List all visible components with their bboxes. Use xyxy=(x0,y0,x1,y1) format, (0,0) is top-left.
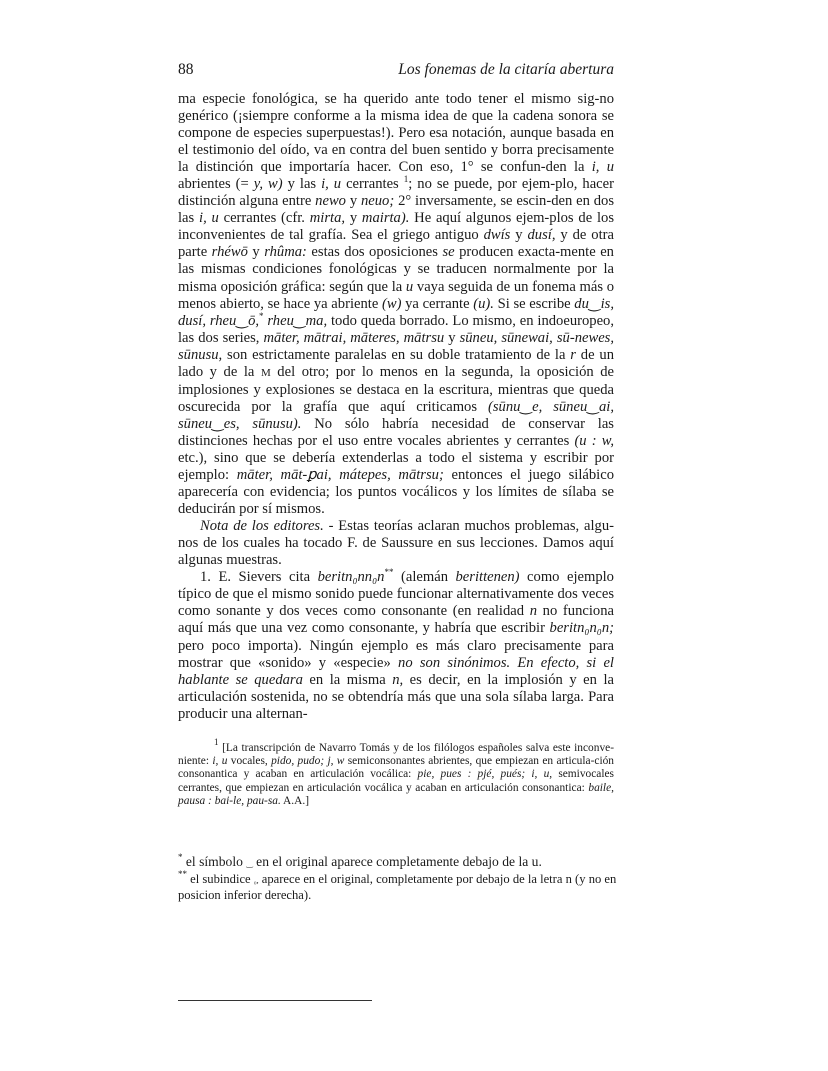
translator-note-2: ** el subindice ₀, aparece en el original, completamente por debajo de la letra n (y no en posicion inferior derecha). xyxy=(178,868,617,902)
footnote-ref-1[interactable]: 1 xyxy=(403,174,409,185)
body-text xyxy=(178,91,614,723)
translator-notes xyxy=(178,854,618,903)
editors-note-label: Nota de los editores. xyxy=(200,518,324,535)
footnote-1: $^1$ [La transcripción de Navarro Tomás y de los filólogos españoles salva este inconve-niente: i, u vocales, pido, pudo; j, w semiconsonantes abrientes, que empiezan en articula-ción consonantica y acaban en articulación vocálica: pie, pues : pjé, pués; i, u, semivocales cerrantes, que empiezan en articulación vocálica y acaban en articulación consonantica: baile, pausa : bai-le, pau-sa. A.A.] xyxy=(178,737,614,807)
page-number: 88 xyxy=(178,61,194,78)
running-head xyxy=(178,61,614,79)
running-title: Los fonemas de la citaría abertura xyxy=(398,61,614,78)
paragraph-editors-note: Nota de los editores. - Estas teorías aclaran muchos problemas, algu-nos de los cuales ha tocado F. de Saussure en sus lecciones. Damos aquí algunas muestras. xyxy=(178,518,614,569)
note-ref-star[interactable]: * xyxy=(259,310,264,321)
footnote-marker: 1 xyxy=(214,737,219,747)
tie-symbol: ‿ xyxy=(246,859,253,868)
paragraph-1: ma especie fonológica, se ha querido ante todo tener el mismo sig-no genérico (¡siempre conforme a la misma idea de que la cadena sonora se compone de especies superpuestas!). Pero esa notación, aunque basada en el testimonio del oído, va en contra del buen sentido y borra precisamente la distinción que importaría hacer. Con eso, 1° se confun-den la i, u abrientes (= y, w) y las i, u cerrantes $^1$; no se puede, por ejem-plo, hacer distinción alguna entre newo y neuo; 2° inversamente, se escin-den en dos las i, u cerrantes (cfr. mirta, y mairta). He aquí algunos ejem-plos de los inconvenientes de tal grafía. Sea el griego antiguo dwís y dusí, y de otra parte rhéwō y rhûma: estas dos oposiciones se producen exacta-mente en las mismas condiciones fonológicas y se traducen normalmente por la misma oposición gráfica: según que la u vaya seguida de un fonema más o menos abierto, se hace ya abriente (w) ya cerrante (u). Si se escribe du‿is, dusí, rheu‿ō,* rheu‿ma, todo queda borrado. Lo mismo, en indoeuropeo, las dos series, māter, mātrai, māteres, mātrsu y sūneu, sūnewai, sū-newes, sūnusu, son estrictamente paralelas en su doble tratamiento de la r de un lado y de la M del otro; por lo menos en la segunda, la oposición de implosiones y explosiones se destaca en la escritura, mientras que queda oscurecida por la grafía que aquí criticamos (sūnu‿e, sūneu‿ai, sūneu‿es, sūnusu). No sólo habría necesidad de conservar las distinciones hechas por el uso entre vocales abrientes y cerrantes (u : w, etc.), sino que se debería extenderlas a todo el sistema y escribir por ejemplo: māter, māt-ꝑai, mátepes, mātrsu; entonces el juego silábico aparecería con evidencia; los puntos vocálicos y los límites de sílaba se deducirán por sí mismos. xyxy=(178,91,615,518)
subscript-symbol: ₀, xyxy=(253,875,259,885)
note-ref-double-star[interactable]: ** xyxy=(384,567,394,578)
footnote-separator-rule xyxy=(178,1000,372,1001)
translator-note-1: * el símbolo ‿ en el original aparece completamente debajo de la u. xyxy=(178,852,542,869)
paragraph-sievers: 1. E. Sievers cita beritn₀nn₀n** (alemán berittenen) como ejemplo típico de que el mismo sonido puede funcionar alternativamente dos veces como sonante y dos veces como consonante (en realidad n no funciona aquí más que una vez como consonante, y habría que escribir beritn₀n₀n; pero poco importa). Ningún ejemplo es más claro precisamente para mostrar que «sonido» y «especie» no son sinónimos. En efecto, si el hablante se quedara en la misma n, es decir, en la implosión y en la articulación sostenida, no se obtendría más que una sola sílaba larga. Para producir una alternan- xyxy=(178,567,614,722)
